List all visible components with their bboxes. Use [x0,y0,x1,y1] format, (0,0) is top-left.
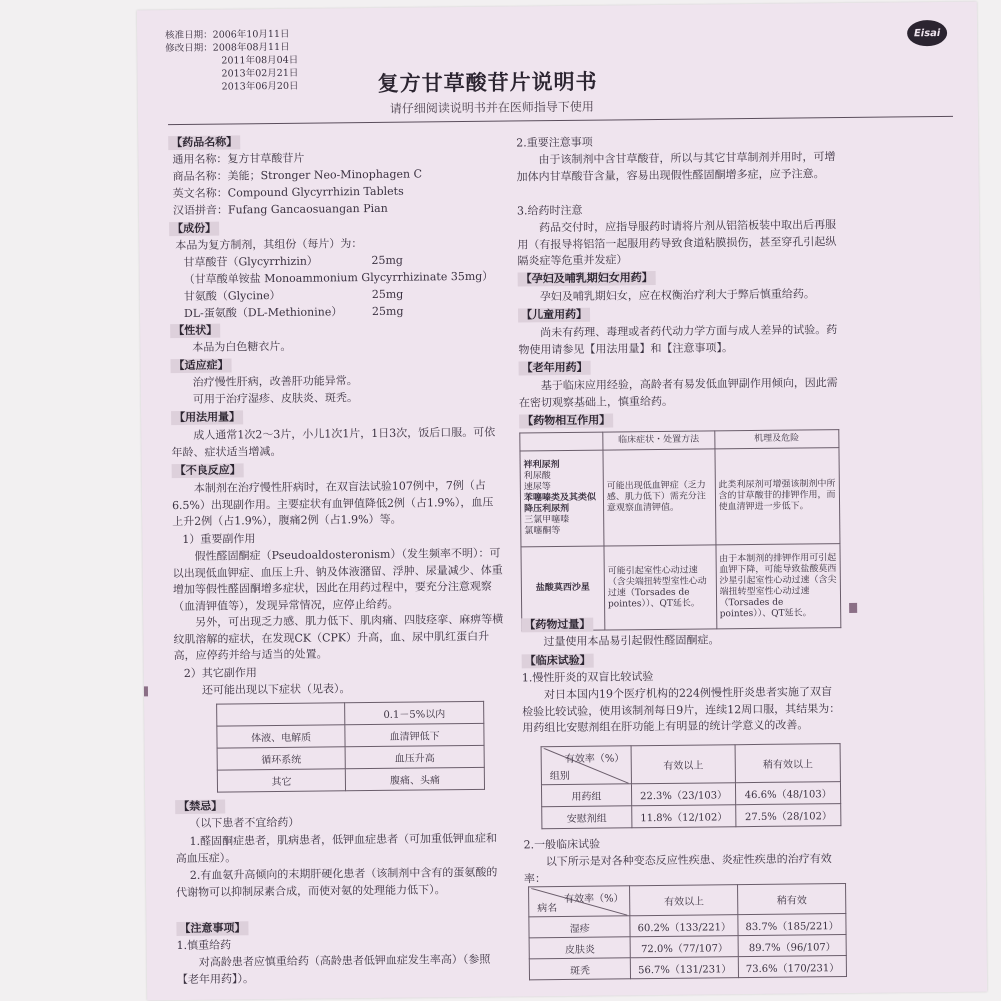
drug-name: 苯噻嗪类及其类似降压利尿剂 [523,492,597,515]
table-cell: 可能出现低血钾症（乏力感、肌力低下）需充分注意观察血清钾值。 [603,449,716,546]
pinyin-name: 汉语拼音：Fufang Gancaosuangan Pian [172,201,388,218]
drug-name: 盐酸莫西沙星 [521,546,605,631]
ingredient-dose: 25mg [371,253,404,267]
corner-label: 有效率（%） [564,752,625,765]
table-corner-cell [541,746,631,785]
table-cell: 可能引起室性心动过速（含尖端扭转型室性心动过速（Torsades de pointes））、QT延长。 [604,545,717,630]
table-header-cell: 机理及危险 [714,430,839,449]
section-header: 【药物相互作用】 [519,413,613,428]
table-cell: 血清钾低下 [345,723,484,746]
ingredient-name: 甘氨酸（Glycine） [183,288,281,303]
other-heading: 2）其它副作用 [183,666,257,680]
section-header: 【老年用药】 [519,361,591,376]
revision-date: 2011年08月04日 [221,54,299,67]
section-header: 【适应症】 [170,358,231,373]
document-subtitle: 请仔细阅读说明书并在医师指导下使用 [389,99,594,116]
table-header-cell: 0.1－5%以内 [345,701,484,724]
section-header: 【药物过量】 [521,618,593,633]
table-cell: 循环系统 [217,747,345,770]
ingredients-intro: 本品为复方制剂，其组份（每片）为： [175,237,363,253]
table-header-cell: 临床症状・处置方法 [603,431,715,450]
ingredient-name: （甘草酸单铵盐 Monoammonium Glycyrrhizinate 35mg） [183,269,494,286]
table-cell: 11.8%（12/102） [631,805,736,828]
serious-heading: 1）重要副作用 [182,532,256,546]
table-cell: 83.7%（185/221） [738,914,846,936]
table-cell: 皮肤炎 [529,937,631,959]
caution2-text: 由于该制剂中含甘草酸苷，所以与其它甘草制剂并用时，可增加体内甘草酸苷含量，容易出现假性醛固酮增多症，应予注意。 [516,150,836,183]
section-header: 【药品名称】 [168,135,240,150]
table-cell: 22.3%（23/103） [631,783,736,806]
ingredient-name: 甘草酸苷（Glycyrrhizin） [183,254,318,269]
drug-name: 三氯甲噻嗪 [524,514,570,526]
ingredient-dose: 25mg [371,287,404,301]
table-cell: 体液、电解质 [217,725,345,748]
table-cell: 斑秃 [529,958,631,980]
table-cell: 其它 [217,769,345,792]
table-cell: 72.0%（77/107） [631,936,739,958]
geriatric-text: 基于临床应用经验，高龄者有易发低血钾副作用倾向，因此需在密切观察基础上，慎重给药。 [518,376,838,409]
appearance-text: 本品为白色糖衣片。 [192,339,292,354]
table-header-cell: 稍有效 [738,884,846,915]
trial-heading: 2.一般临床试验 [523,837,601,852]
table-header-cell: 稍有效以上 [735,744,840,783]
ingredient-dose: 25mg [371,304,404,318]
header-divider [168,116,953,125]
english-name: 英文名称：Compound Glycyrrhizin Tablets [172,184,404,201]
table-cell: 73.6%（170/231） [739,956,847,978]
section-header: 【儿童用药】 [518,308,590,323]
contra-intro: （以下患者不宜给药） [189,815,300,830]
serious-text: 假性醛固酮症（Pseudoaldosteronism）（发生频率不明）：可以出现低血钾症、血压上升、钠及体液潴留、浮肿、尿量减少、体重增加等假性醛固酮增多症状，因此在用药过程中，要充分注意观察（血清钾值等），发现异常情况，应停止给药。 [172,546,503,613]
table-cell: 此类利尿剂可增强该制剂中所含的甘草酸苷的排钾作用，而使血清钾进一步低下。 [715,448,840,545]
table-cell: 56.7%（131/231） [631,957,739,979]
generic-name: 通用名称：复方甘草酸苷片 [172,151,305,167]
ingredient-name: DL-蛋氨酸（DL-Methionine） [183,305,343,320]
indication-line: 可用于治疗湿疹、皮肤炎、斑秃。 [192,391,358,406]
interacting-drugs-cell [520,450,604,547]
table-header-cell: 有效以上 [631,745,736,784]
caution2-heading: 2.重要注意事项 [516,135,593,150]
caution-item-text: 对高龄患者应慎重给药（高龄患者低钾血症发生率高）（参照【老年用药】）。 [176,952,491,986]
section-header: 【性状】 [170,324,220,339]
registration-mark [144,686,148,696]
pregnancy-text: 孕妇及哺乳期妇女，应在权衡治疗利大于弊后慎重给药。 [539,287,815,304]
corner-label: 病名 [537,902,558,914]
other-intro: 还可能出现以下症状（见表）。 [201,682,351,697]
pediatric-text: 尚未有药理、毒理或者药代动力学方面与成人差异的试验。药物使用请参见【用法用量】和【注意事项】。 [518,323,838,356]
serious-text-2: 另外，可出现乏力感、肌力低下、肌肉痛、四肢痉挛、麻痹等横纹肌溶解的症状，在发现CK（CPK）升高，血、尿中肌红蛋白升高，应停药并给与适当的处置。 [173,612,504,663]
revision-date: 修改日期：2008年08月11日 [165,41,290,55]
table-cell: 89.7%（96/107） [738,935,846,957]
table-cell [520,432,603,451]
caution3-heading: 3.给药时注意 [516,203,583,218]
section-header: 【禁忌】 [175,800,225,815]
caution3-text: 药品交付时，应指导服药时请将片剂从铝箔板装中取出后再服用（有报导将铝箔一起服用药导致食道粘膜损伤，甚至穿孔引起纵隔炎症等危重并发症） [517,218,837,268]
table-cell: 27.5%（28/102） [736,804,841,827]
contra-item: 2.有血氨升高倾向的末期肝硬化患者（该制剂中含有的蛋氨酸的代谢物可以抑制尿素合成，而使对氨的处理能力低下）。 [176,865,498,899]
drug-name: 速尿等 [523,482,551,493]
registration-mark [849,603,857,613]
section-header: 【注意事项】 [176,921,248,936]
section-header: 【用法用量】 [171,410,243,425]
contra-item: 1.醛固酮症患者，肌病患者，低钾血症患者（可加重低钾血症和高血压症）。 [175,831,498,865]
dosage-text: 成人通常1次2～3片，小儿1次1片，1日3次，饭后口服。可依年龄、症状适当增减。 [171,425,496,459]
section-header: 【成份】 [169,222,219,237]
table-cell: 安慰剂组 [542,806,632,829]
other-side-effects-table [216,701,485,793]
trial-text: 对日本国内19个医疗机构的224例慢性肝炎患者实施了双盲检验比较试验，使用该制剂每日9片，连续12周口服，其结果为：用药组比安慰剂组在肝功能上有明显的统计学意义的改善。 [522,685,841,735]
table-cell: 腹痛、头痛 [345,767,484,790]
adverse-text: 本制剂在治疗慢性肝病时，在双盲法试验107例中，7例（占6.5%）出现副作用。主要症状有血钾值降低2例（占1.9%），血压上升2例（占1.9%），腹痛2例（占1.9%）等。 [171,478,494,529]
approval-date: 核准日期：2006年10月11日 [165,28,290,42]
table-cell: 由于本制剂的排钾作用可引起血钾下降，可能导致盐酸莫西沙星引起室性心动过速（含尖端扭转型室性心动过速（Torsades de pointes））、QT延长。 [716,544,841,629]
table-corner-cell [529,886,631,917]
overdose-text: 过量使用本品易引起假性醛固酮症。 [543,633,720,649]
table-cell: 湿疹 [529,916,631,938]
drug-name: 袢利尿剂 [523,460,560,471]
section-header: 【孕妇及哺乳期妇女用药】 [518,271,656,286]
trial-text: 以下所示是对各种变态反应性疾患、炎症性疾患的治疗有效率： [523,852,832,885]
table-cell: 60.2%（133/221） [630,915,738,937]
drug-name: 利尿酸 [523,471,551,482]
caution-item: 1.慎重给药 [176,938,232,953]
indication-line: 治疗慢性肝病，改善肝功能异常。 [192,374,358,389]
trade-name: 商品名称：美能；Stronger Neo-Minophagen C [172,167,423,184]
leaflet-page [137,2,987,1001]
trial1-table [541,743,842,829]
revision-date: 2013年02月21日 [221,67,299,80]
table-cell: 46.6%（48/103） [736,782,841,805]
trial-heading: 1.慢性肝炎的双盲比较试验 [521,670,654,685]
section-header: 【临床试验】 [522,654,594,669]
corner-label: 有效率（%） [564,892,624,905]
section-header: 【不良反应】 [172,463,244,478]
drug-name: 氯噻酮等 [524,526,561,537]
table-cell [217,703,345,726]
revision-date: 2013年06月20日 [221,80,299,93]
corner-label: 组别 [549,770,570,782]
table-header-cell: 有效以上 [630,885,738,916]
table-cell: 血压升高 [345,745,484,768]
eisai-logo: Eisai [907,20,947,46]
trial2-table [528,883,847,980]
table-cell: 用药组 [541,784,631,807]
interaction-table [519,429,841,631]
document-title: 复方甘草酸苷片说明书 [377,68,598,96]
